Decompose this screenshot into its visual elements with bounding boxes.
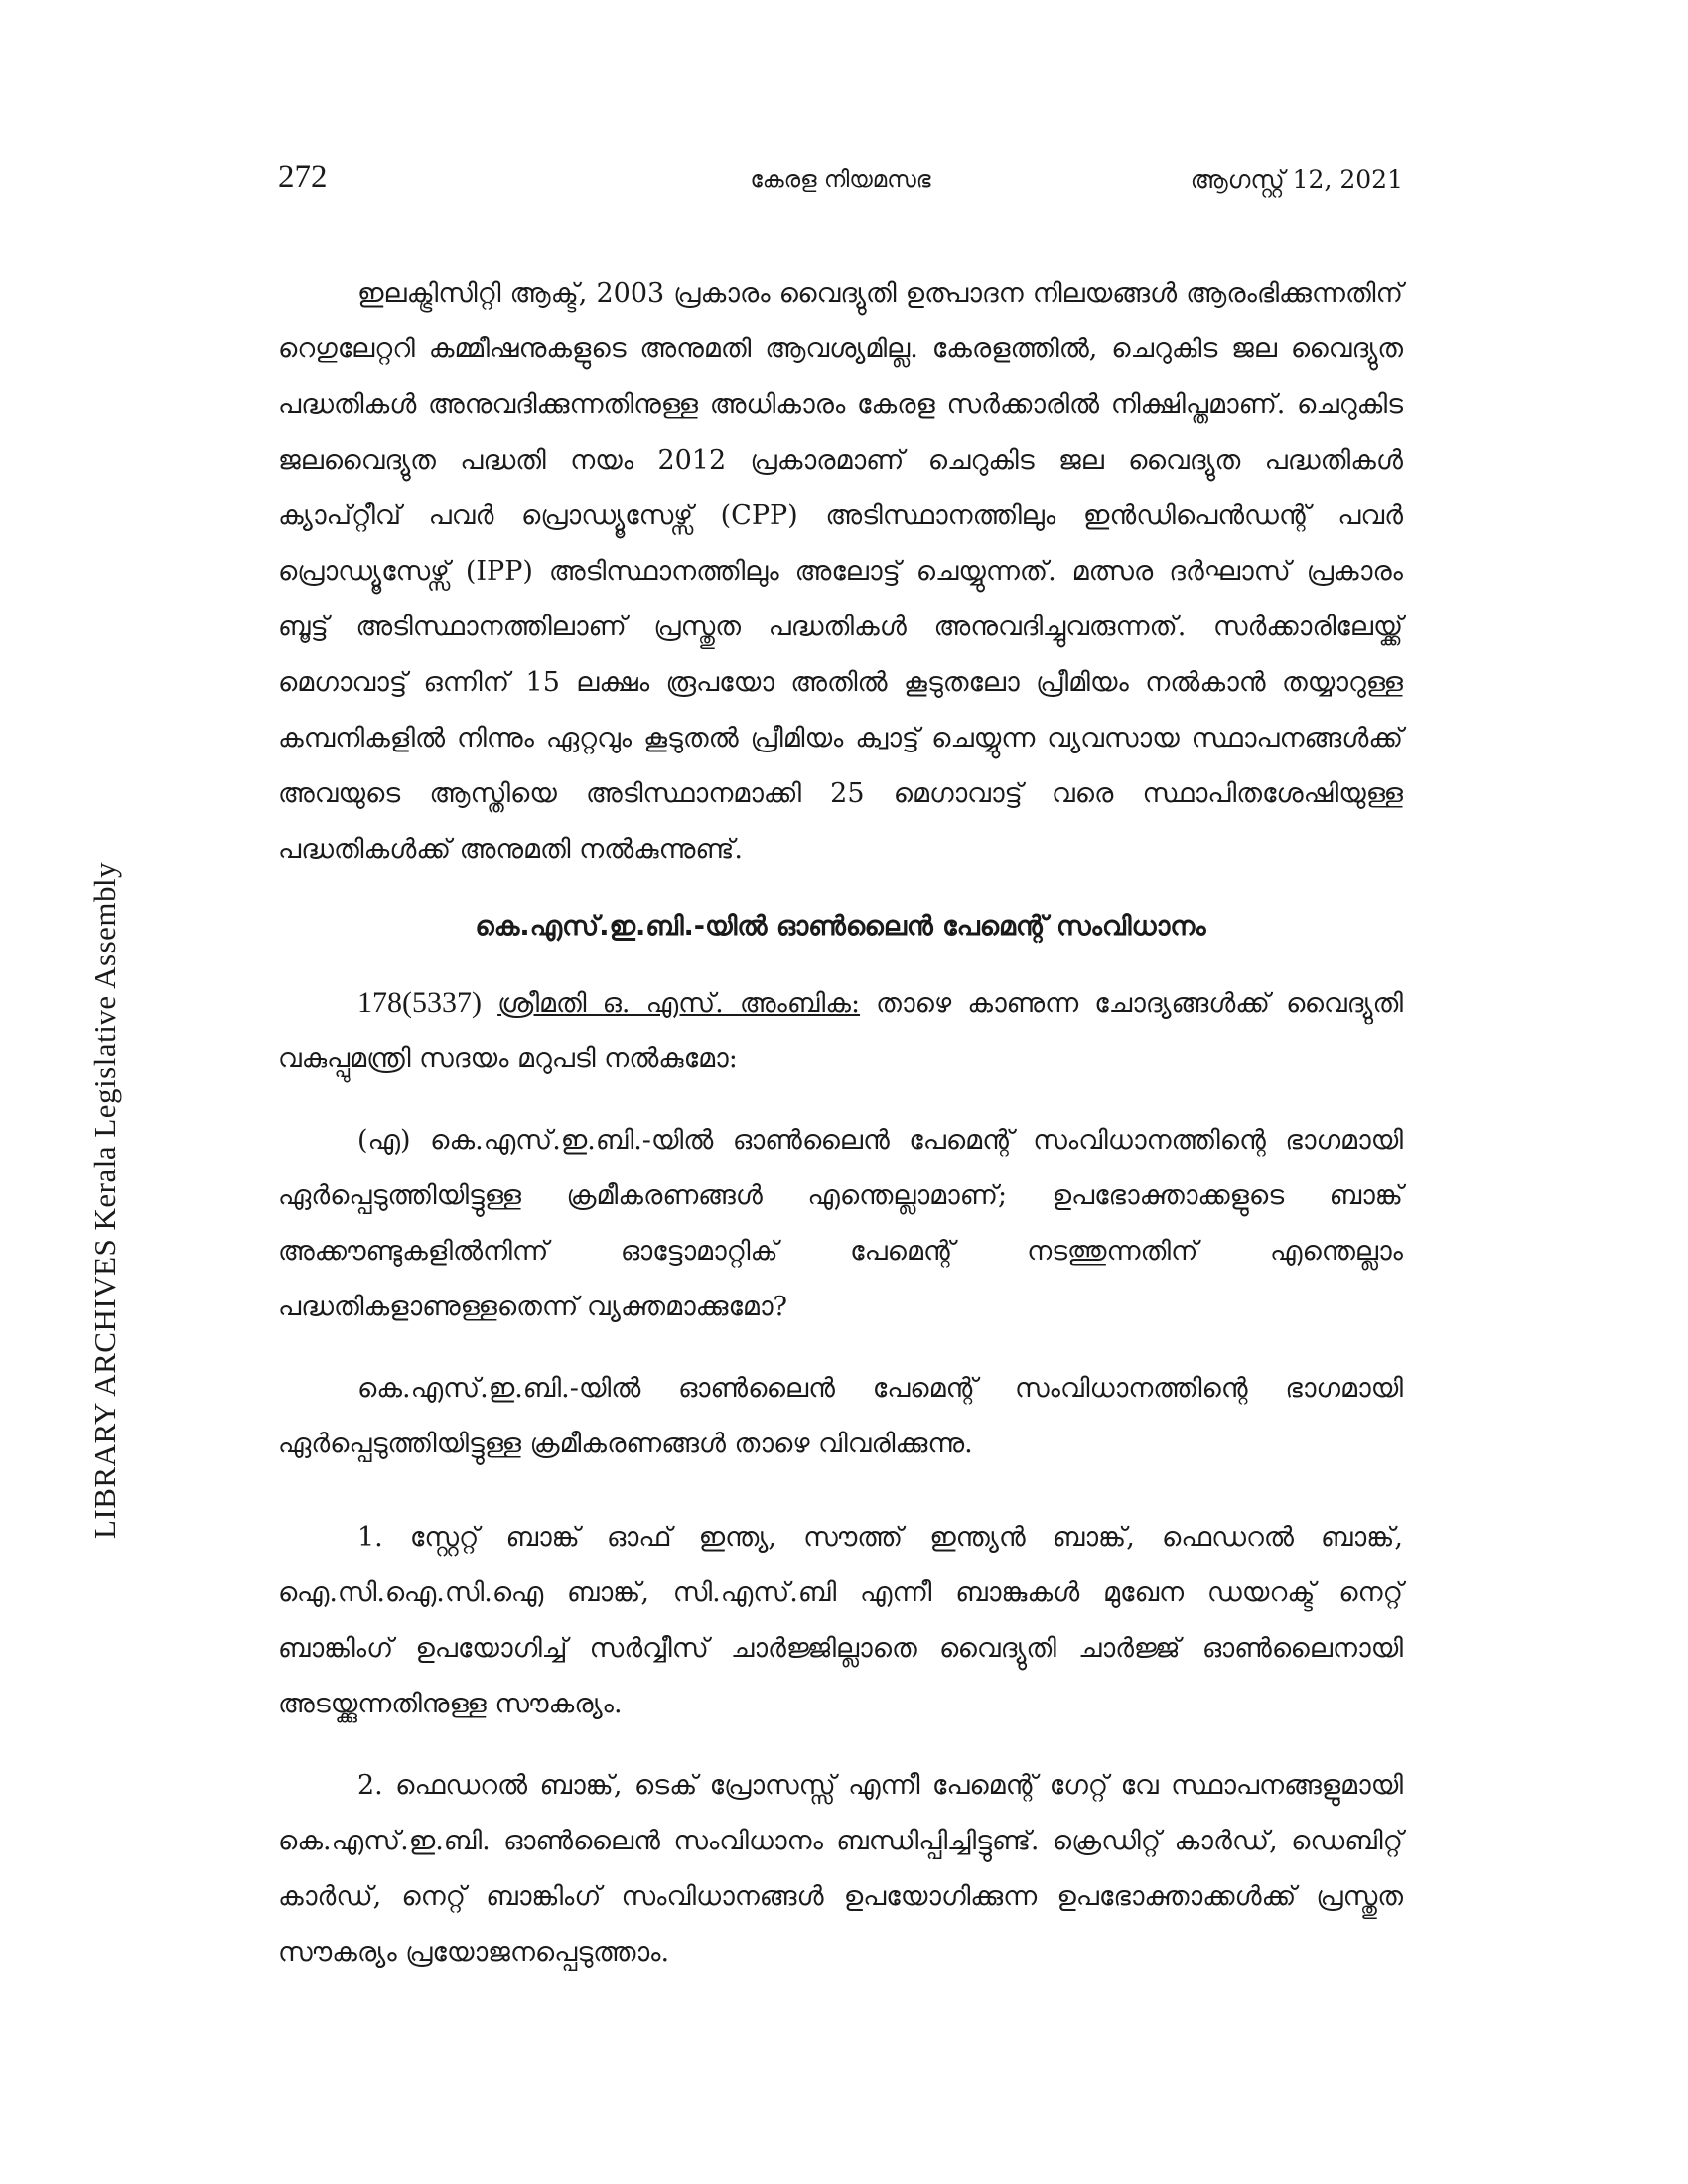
section-heading: കെ.എസ്.ഇ.ബി.-യിൽ ഓൺലൈൻ പേമെന്റ് സംവിധാനം xyxy=(475,911,1206,942)
answer-intro: കെ.എസ്.ഇ.ബി.-യിൽ ഓൺലൈൻ പേമെന്റ് സംവിധാനത്തിന്റെ ഭാഗമായി ഏർപ്പെടുത്തിയിട്ടുള്ള ക്രമീകരണങ്ങൾ താഴെ വിവരിക്കുന്നു. xyxy=(278,1373,1403,1459)
page-header xyxy=(278,159,1403,199)
running-title: കേരള നിയമസഭ xyxy=(750,167,931,193)
answer-point-2: 2. ഫെഡറൽ ബാങ്ക്, ടെക് പ്രോസസ്സ് എന്നീ പേമെന്റ് ഗേറ്റ് വേ സ്ഥാപനങ്ങളുമായി കെ.എസ്.ഇ.ബി. ഓൺലൈൻ സംവിധാനം ബന്ധിപ്പിച്ചിട്ടുണ്ട്. ക്രെഡിറ്റ് കാർഡ്, ഡെബിറ്റ് കാർഡ്, നെറ്റ് ബാങ്കിംഗ് സംവിധാനങ്ങൾ ഉപയോഗിക്കുന്ന ഉപഭോക്താക്കൾക്ക് പ്രസ്തുത സൗകര്യം പ്രയോജനപ്പെടുത്താം. xyxy=(278,1770,1403,1968)
question-member: ശ്രീമതി ഒ. എസ്. അംബിക: xyxy=(497,988,861,1019)
library-archives-watermark: LIBRARY ARCHIVES Kerala Legislative Assembly xyxy=(87,861,122,1539)
answer-point-1: 1. സ്റ്റേറ്റ് ബാങ്ക് ഓഫ് ഇന്ത്യ, സൗത്ത് ഇന്ത്യൻ ബാങ്ക്, ഫെഡറൽ ബാങ്ക്, ഐ.സി.ഐ.സി.ഐ ബാങ്ക്, സി.എസ്.ബി എന്നീ ബാങ്കുകൾ മുഖേന ഡയറക്ട് നെറ്റ് ബാങ്കിംഗ് ഉപയോഗിച്ച് സർവ്വീസ് ചാർജ്ജില്ലാതെ വൈദ്യുതി ചാർജ്ജ് ഓൺലൈനായി അടയ്ക്കുന്നതിനുള്ള സൗകര്യം. xyxy=(278,1522,1403,1719)
header-date: ആഗസ്റ്റ് 12, 2021 xyxy=(1190,165,1403,194)
question-text: താഴെ കാണുന്ന ചോദ്യങ്ങൾക്ക് വൈദ്യുതി വകുപ്പുമന്ത്രി സദയം മറുപടി നൽകുമോ: xyxy=(278,988,1403,1074)
page-number: 272 xyxy=(278,159,328,195)
page-body xyxy=(278,266,1403,1980)
question-paragraph xyxy=(278,975,1403,1087)
question-number: 178(5337) xyxy=(357,986,482,1019)
sub-question-a: (എ) കെ.എസ്.ഇ.ബി.-യിൽ ഓൺലൈൻ പേമെന്റ് സംവിധാനത്തിന്റെ ഭാഗമായി ഏർപ്പെടുത്തിയിട്ടുള്ള ക്രമീകരണങ്ങൾ എന്തെല്ലാമാണ്; ഉപഭോക്താക്കളുടെ ബാങ്ക് അക്കൗണ്ടുകളിൽനിന്ന് ഓട്ടോമാറ്റിക് പേമെന്റ് നടത്തുന്നതിന് എന്തെല്ലാം പദ്ധതികളാണുള്ളതെന്ന് വ്യക്തമാക്കുമോ? xyxy=(278,1125,1403,1322)
intro-paragraph: ഇലക്ട്രിസിറ്റി ആക്ട്, 2003 പ്രകാരം വൈദ്യുതി ഉത്പാദന നിലയങ്ങൾ ആരംഭിക്കുന്നതിന് റെഗുലേറ്ററി കമ്മീഷനുകളുടെ അനുമതി ആവശ്യമില്ല. കേരളത്തിൽ, ചെറുകിട ജല വൈദ്യുത പദ്ധതികൾ അനുവദിക്കുന്നതിനുള്ള അധികാരം കേരള സർക്കാരിൽ നിക്ഷിപ്തമാണ്. ചെറുകിട ജലവൈദ്യുത പദ്ധതി നയം 2012 പ്രകാരമാണ് ചെറുകിട ജല വൈദ്യുത പദ്ധതികൾ ക്യാപ്റ്റീവ് പവർ പ്രൊഡ്യൂസേഴ്സ് (CPP) അടിസ്ഥാനത്തിലും ഇൻഡിപെൻഡന്റ് പവർ പ്രൊഡ്യൂസേഴ്സ് (IPP) അടിസ്ഥാനത്തിലും അലോട്ട് ചെയ്യുന്നത്. മത്സര ദർഘാസ് പ്രകാരം ബൂട്ട് അടിസ്ഥാനത്തിലാണ് പ്രസ്തുത പദ്ധതികൾ അനുവദിച്ചുവരുന്നത്. സർക്കാരിലേയ്ക്ക് മെഗാവാട്ട് ഒന്നിന് 15 ലക്ഷം രൂപയോ അതിൽ കൂടുതലോ പ്രീമിയം നൽകാൻ തയ്യാറുള്ള കമ്പനികളിൽ നിന്നും ഏറ്റവും കൂടുതൽ പ്രീമിയം ക്വാട്ട് ചെയ്യുന്ന വ്യവസായ സ്ഥാപനങ്ങൾക്ക് അവയുടെ ആസ്തിയെ അടിസ്ഥാനമാക്കി 25 മെഗാവാട്ട് വരെ സ്ഥാപിതശേഷിയുള്ള പദ്ധതികൾക്ക് അനുമതി നൽകുന്നുണ്ട്. xyxy=(278,278,1403,865)
